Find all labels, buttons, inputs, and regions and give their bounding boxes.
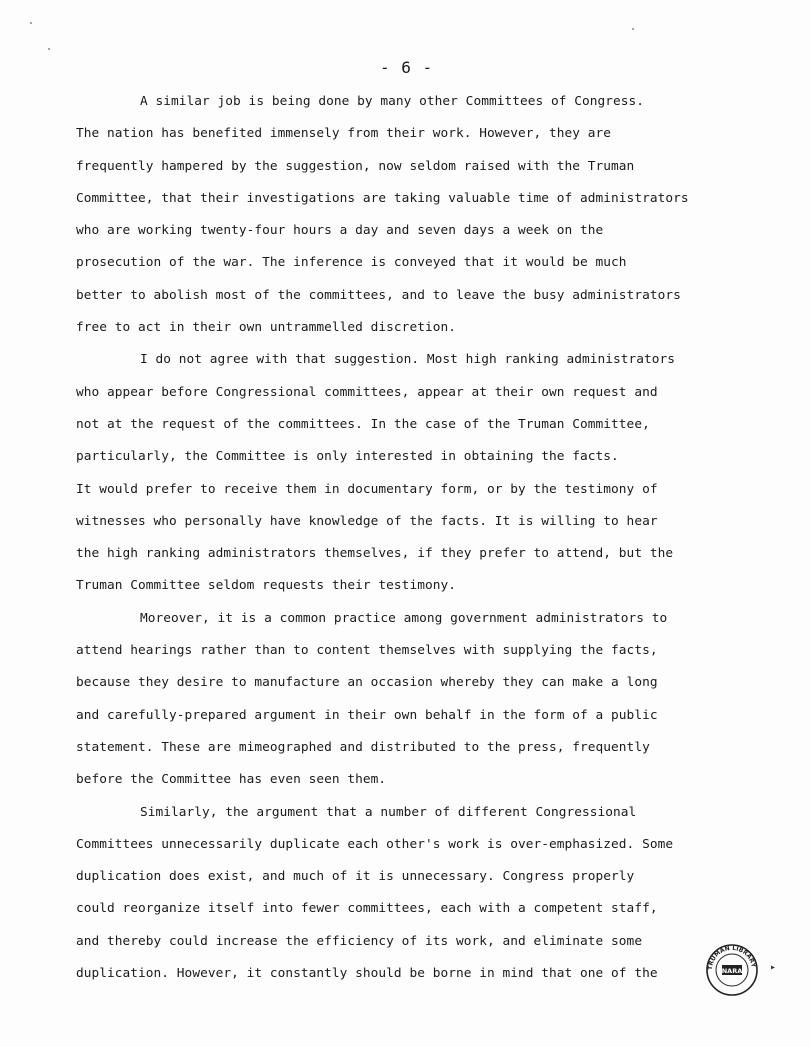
paper-speck (30, 22, 32, 24)
paragraph-line: A similar job is being done by many other Committees of Congress. (140, 94, 645, 109)
paragraph-line: prosecution of the war. The inference is conveyed that it would be much (76, 255, 627, 271)
paragraph-line: before the Committee has even seen them. (76, 772, 387, 788)
body-text (76, 86, 726, 990)
paragraph-line: The nation has benefited immensely from their work. However, they are (76, 126, 612, 142)
paragraph-line: and thereby could increase the efficiency of its work, and eliminate some (76, 933, 643, 949)
paper-speck (632, 28, 634, 30)
svg-text:NARA: NARA (721, 967, 743, 975)
paragraph-line: who are working twenty-four hours a day and seven days a week on the (76, 223, 604, 239)
paragraph-line: and carefully-prepared argument in their own behalf in the form of a public (76, 707, 658, 723)
paragraph-line: free to act in their own untrammelled discretion. (76, 320, 456, 336)
paragraph-line: I do not agree with that suggestion. Most high ranking administrators (140, 352, 676, 368)
paragraph-line: attend hearings rather than to content themselves with supplying the facts, (76, 643, 658, 659)
library-stamp-icon (705, 943, 759, 997)
paragraph-line: Similarly, the argument that a number of different Congressional (140, 804, 637, 820)
paragraph-line: Moreover, it is a common practice among government administrators to (140, 610, 668, 626)
paragraph-line: not at the request of the committees. In the case of the Truman Committee, (76, 416, 650, 432)
paragraph-line: the high ranking administrators themselves, if they prefer to attend, but the (76, 546, 674, 562)
paragraph-line: could reorganize itself into fewer committees, each with a competent staff, (76, 901, 658, 917)
paragraph-line: Committee, that their investigations are taking valuable time of administrators (76, 190, 689, 206)
svg-text:TRUMAN LIBRARY: TRUMAN LIBRARY (706, 944, 757, 971)
paragraph-line: It would prefer to receive them in documentary form, or by the testimony of (76, 481, 658, 497)
paragraph-line: witnesses who personally have knowledge of the facts. It is willing to hear (76, 513, 658, 529)
paragraph-line: better to abolish most of the committees, and to leave the busy administrators (76, 287, 681, 303)
paragraph-line: particularly, the Committee is only interested in obtaining the facts. (76, 449, 619, 465)
bullet-mark-icon: ▸ (770, 962, 777, 973)
paragraph-line: frequently hampered by the suggestion, now seldom raised with the Truman (76, 158, 635, 174)
paragraph-line: who appear before Congressional committees, appear at their own request and (76, 384, 658, 400)
paragraph-line: Committees unnecessarily duplicate each other's work is over-emphasized. Some (76, 836, 674, 852)
paragraph-line: duplication does exist, and much of it is unnecessary. Congress properly (76, 869, 635, 885)
paper-speck (48, 48, 50, 50)
paragraph-line: duplication. However, it constantly should be borne in mind that one of the (76, 966, 658, 982)
paragraph-line: Truman Committee seldom requests their testimony. (76, 578, 456, 594)
paragraph-line: because they desire to manufacture an occasion whereby they can make a long (76, 675, 658, 691)
page-number: - 6 - (380, 58, 434, 77)
paragraph-line: statement. These are mimeographed and distributed to the press, frequently (76, 739, 650, 755)
